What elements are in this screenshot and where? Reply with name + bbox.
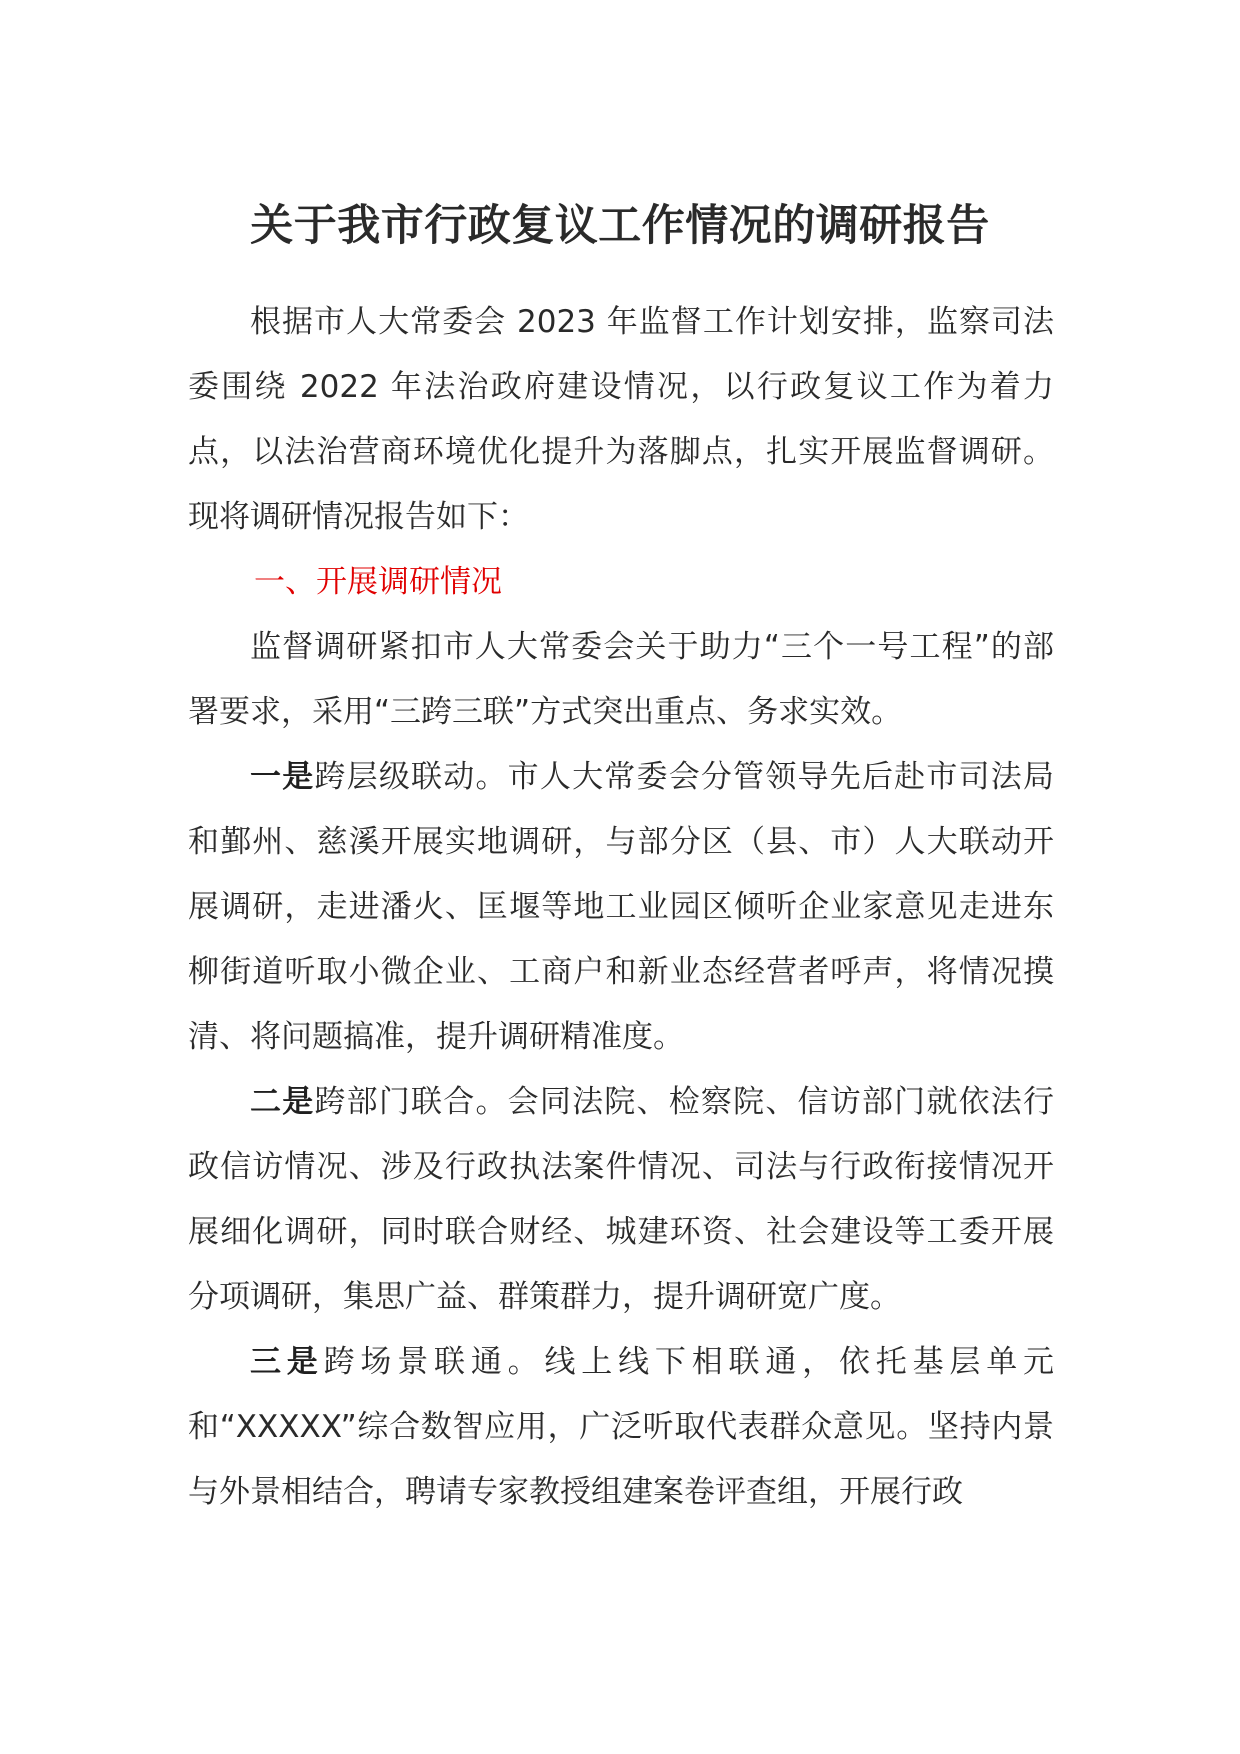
point-paragraph-3 — [188, 1330, 1054, 1525]
document-body — [188, 290, 1054, 1525]
point-lead-3: 三是 — [250, 1344, 324, 1380]
point-paragraph-1 — [188, 745, 1054, 1070]
point-text-3: 跨场景联通。线上线下相联通，依托基层单元和“XXXXX”综合数智应用，广泛听取代表群众意见。坚持内景与外景相结合，聘请专家教授组建案卷评查组，开展行政 — [188, 1344, 1055, 1510]
point-paragraph-2 — [188, 1070, 1054, 1330]
point-text-2: 跨部门联合。会同法院、检察院、信访部门就依法行政信访情况、涉及行政执法案件情况、司法与行政衔接情况开展细化调研，同时联合财经、城建环资、社会建设等工委开展分项调研，集思广益、群策群力，提升调研宽广度。 — [188, 1084, 1055, 1315]
point-lead-1: 一是 — [250, 759, 315, 795]
point-lead-2: 二是 — [250, 1084, 315, 1120]
intro-paragraph: 根据市人大常委会 2023 年监督工作计划安排，监察司法委围绕 2022 年法治政府建设情况，以行政复议工作为着力点，以法治营商环境优化提升为落脚点，扎实开展监督调研。现将调研情况报告如下： — [188, 304, 1054, 535]
point-text-1: 跨层级联动。市人大常委会分管领导先后赴市司法局和鄞州、慈溪开展实地调研，与部分区（县、市）人大联动开展调研，走进潘火、匡堰等地工业园区倾听企业家意见走进东柳街道听取小微企业、工商户和新业态经营者呼声，将情况摸清、将问题搞准，提升调研精准度。 — [188, 759, 1055, 1055]
section-intro-paragraph: 监督调研紧扣市人大常委会关于助力“三个一号工程”的部署要求，采用“三跨三联”方式突出重点、务求实效。 — [188, 629, 1054, 730]
section-heading: 一、开展调研情况 — [254, 564, 502, 600]
document-title: 关于我市行政复议工作情况的调研报告 — [250, 201, 990, 251]
